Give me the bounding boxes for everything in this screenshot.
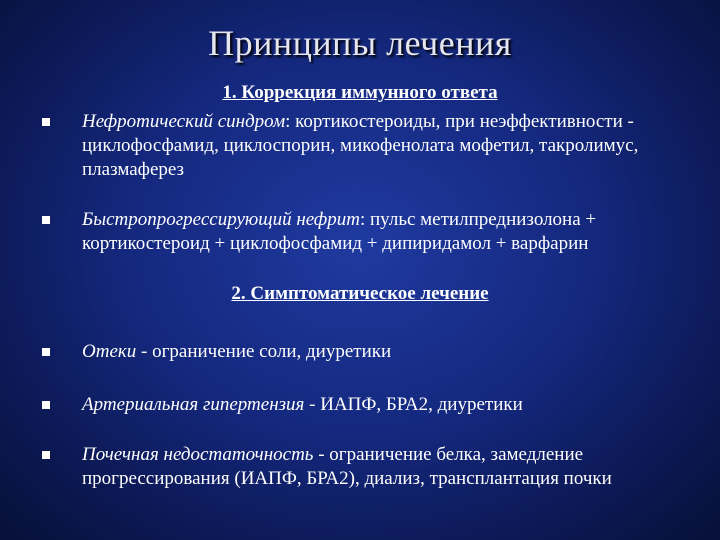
list-item-text xyxy=(82,443,692,491)
list-item-term: Отеки xyxy=(82,341,137,362)
list-item-text xyxy=(82,393,692,417)
list-item-description: кортикостероиды, при неэффективности - циклофосфамид, циклоспорин, микофенолата мофетил, такролимус, плазмаферез xyxy=(82,111,639,180)
section-heading-immune-correction: 1. Коррекция иммунного ответа xyxy=(222,82,498,103)
list-item-description: пульс метилпреднизолона + кортикостероид + циклофосфамид + дипиридамол + варфарин xyxy=(82,209,597,254)
list-item-text xyxy=(82,208,692,256)
list-item-separator: - xyxy=(136,341,148,362)
square-bullet-icon xyxy=(42,451,50,459)
list-item-separator: : xyxy=(285,111,291,132)
section-heading-symptomatic-treatment: 2. Симптоматическое лечение xyxy=(231,283,489,304)
square-bullet-icon xyxy=(42,401,50,409)
list-item-separator: - xyxy=(313,444,325,465)
slide-title: Принципы лечения xyxy=(208,23,512,63)
list-item-description: ограничение белка, замедление прогрессирования (ИАПФ, БРА2), диализ, трансплантация почки xyxy=(82,444,612,489)
list-item-text xyxy=(82,110,692,182)
list-item-term: Артериальная гипертензия xyxy=(82,394,305,415)
list-item-term: Почечная недостаточность xyxy=(82,444,314,465)
list-item-text xyxy=(82,340,692,364)
square-bullet-icon xyxy=(42,118,50,126)
list-item-term: Быстропрогрессирующий нефрит xyxy=(82,209,360,230)
list-item-description: ограничение соли, диуретики xyxy=(147,341,392,362)
list-item-separator: - xyxy=(304,394,316,415)
square-bullet-icon xyxy=(42,216,50,224)
list-item-separator: : xyxy=(359,209,366,230)
list-item-term: Нефротический синдром xyxy=(82,111,286,132)
square-bullet-icon xyxy=(42,348,50,356)
list-item-description: ИАПФ, БРА2, диуретики xyxy=(315,394,523,415)
